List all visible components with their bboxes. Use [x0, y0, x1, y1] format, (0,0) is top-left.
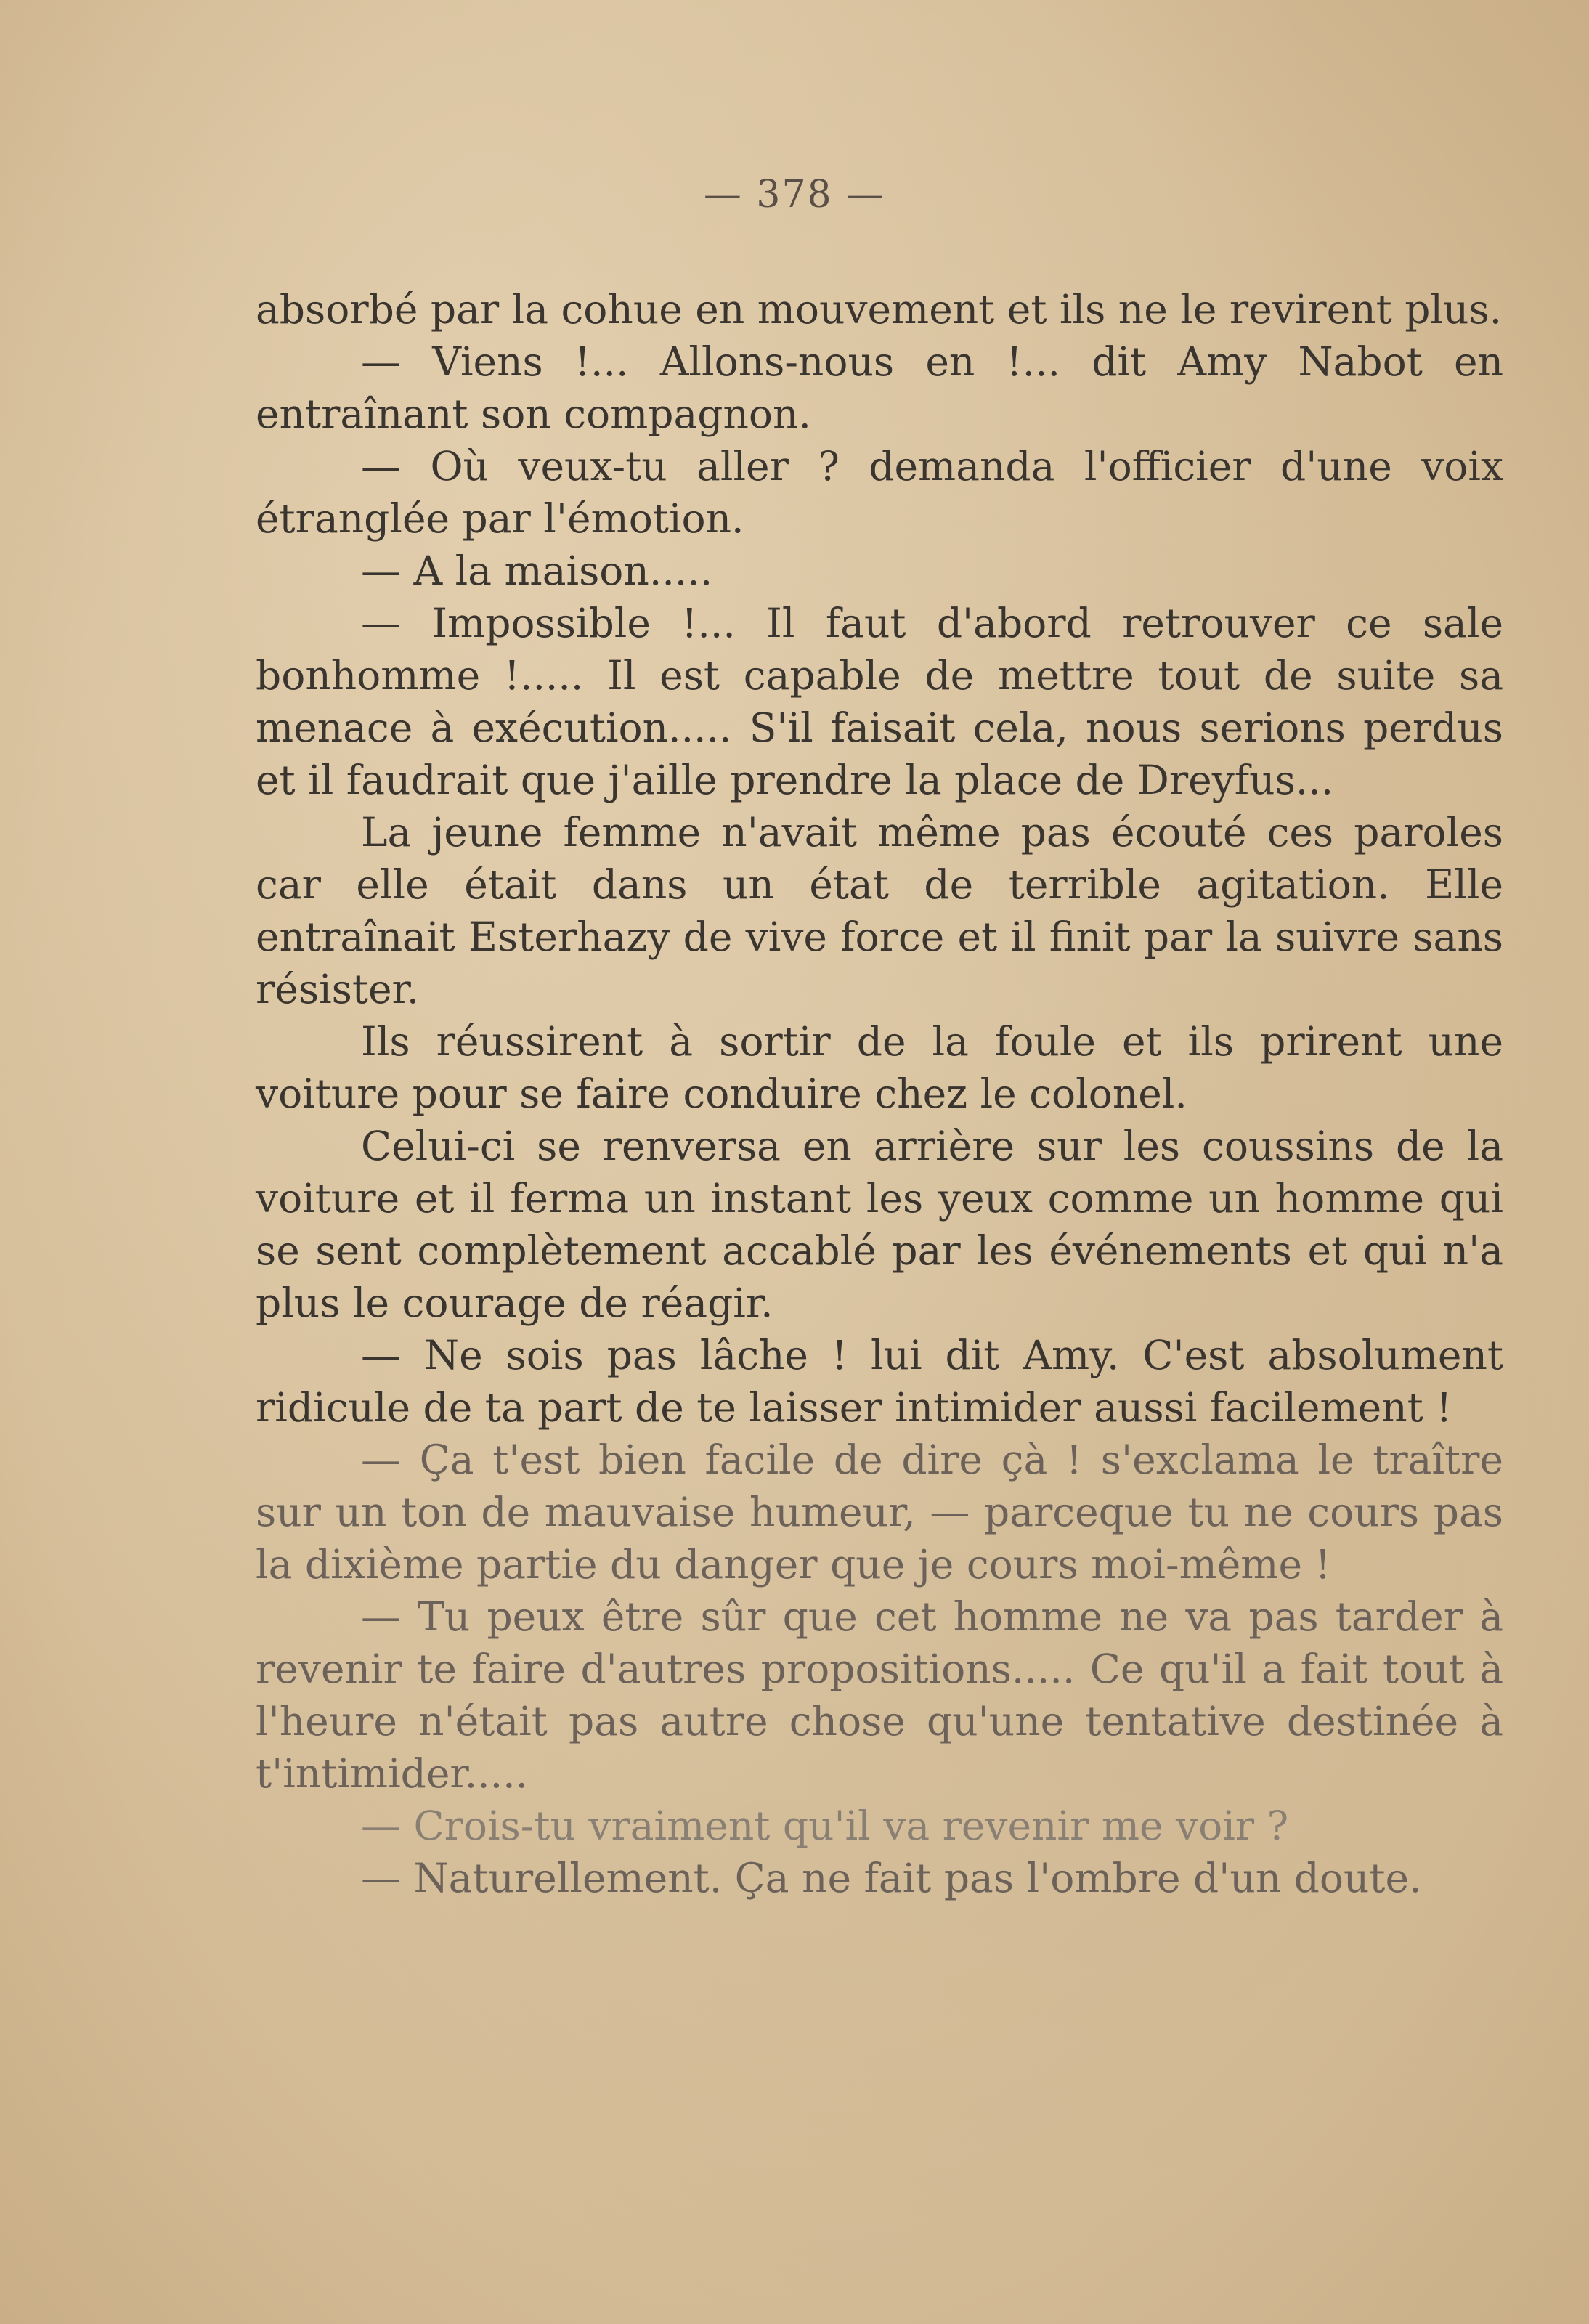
paragraph: — Impossible !... Il faut d'abord retrouver ce sale bonhomme !..... Il est capable de mettre tout de suite sa menace à exécution..... S'il faisait cela, nous serions perdus et il faudrait que j'aille prendre la place de Dreyfus... [256, 600, 1503, 803]
paragraph: — Crois-tu vraiment qu'il va revenir me voir ? [361, 1803, 1289, 1849]
paragraph: — Viens !... Allons-nous en !... dit Amy Nabot en entraînant son compagnon. [256, 338, 1503, 437]
page-number: — 378 — [703, 173, 886, 216]
body-text [256, 283, 1503, 1904]
paragraph: — Naturellement. Ça ne fait pas l'ombre d'un doute. [361, 1855, 1422, 1901]
paragraph: — Où veux-tu aller ? demanda l'officier d'une voix étranglée par l'émotion. [256, 443, 1503, 542]
paragraph: La jeune femme n'avait même pas écouté ces paroles car elle était dans un état de terrible agitation. Elle entraînait Esterhazy de vive force et il finit par la suivre sans résister. [256, 809, 1503, 1012]
paragraph: — Ne sois pas lâche ! lui dit Amy. C'est absolument ridicule de ta part de te laisser intimider aussi facilement ! [256, 1332, 1503, 1431]
paragraph: — Ça t'est bien facile de dire çà ! s'exclama le traître sur un ton de mauvaise humeur, — parceque tu ne cours pas la dixième partie du danger que je cours moi-même ! [256, 1437, 1503, 1588]
paragraph: Ils réussirent à sortir de la foule et ils prirent une voiture pour se faire conduire chez le colonel. [256, 1018, 1503, 1117]
paragraph: Celui-ci se renversa en arrière sur les coussins de la voiture et il ferma un instant les yeux comme un homme qui se sent complètement accablé par les événements et qui n'a plus le courage de réagir. [256, 1123, 1503, 1326]
paragraph: absorbé par la cohue en mouvement et ils ne le revirent plus. [256, 286, 1503, 333]
paragraph: — Tu peux être sûr que cet homme ne va pas tarder à revenir te faire d'autres propositions..... Ce qu'il a fait tout à l'heure n'était pas autre chose qu'une tentative destinée à t'intimider..... [256, 1593, 1503, 1797]
paragraph: — A la maison..... [361, 548, 713, 594]
